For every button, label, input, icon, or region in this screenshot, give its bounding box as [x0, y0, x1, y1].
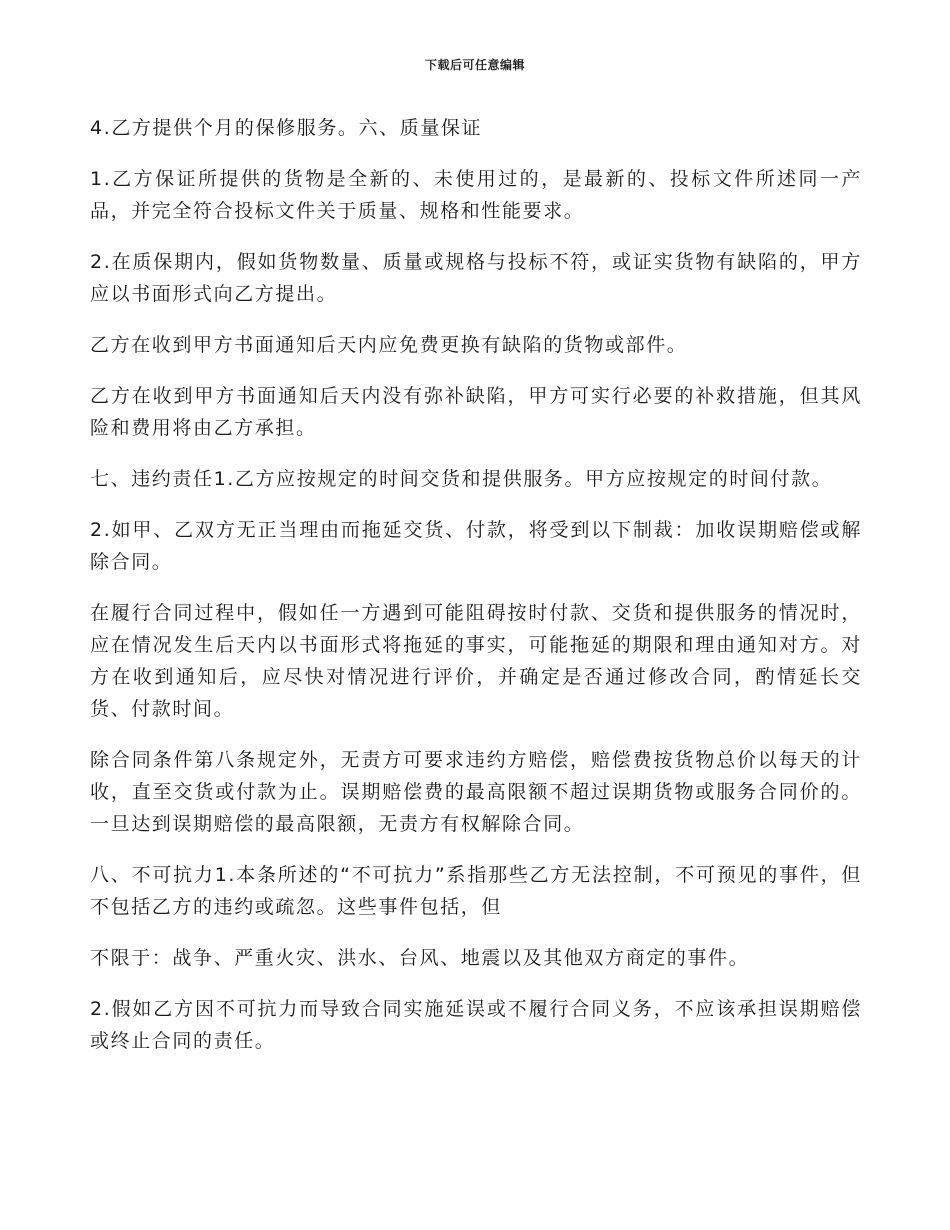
paragraph-breach-liability-1: 七、违约责任1.乙方应按规定的时间交货和提供服务。甲方应按规定的时间付款。	[90, 468, 833, 490]
page-header: 下载后可任意编辑	[424, 58, 525, 72]
paragraph-breach-liability-2: 2.如甲、乙双方无正当理由而拖延交货、付款，将受到以下制裁：加收误期赔偿或解除合同。	[90, 519, 862, 573]
paragraph-force-majeure-2: 2.假如乙方因不可抗力而导致合同实施延误或不履行合同义务，不应该承担误期赔偿或终止合同的责任。	[90, 998, 862, 1052]
paragraph-warranty-service: 4.乙方提供个月的保修服务。六、质量保证	[90, 117, 483, 139]
paragraph-quality-guarantee-1: 1.乙方保证所提供的货物是全新的、未使用过的，是最新的、投标文件所述同一产品，并完全符合投标文件关于质量、规格和性能要求。	[90, 168, 862, 222]
paragraph-remedy-measures: 乙方在收到甲方书面通知后天内没有弥补缺陷，甲方可实行必要的补救措施，但其风险和费用将由乙方承担。	[90, 385, 862, 439]
paragraph-free-replacement: 乙方在收到甲方书面通知后天内应免费更换有缺陷的货物或部件。	[90, 334, 688, 356]
paragraph-force-majeure-1: 八、不可抗力1.本条所述的“不可抗力”系指那些乙方无法控制，不可预见的事件，但不包括乙方的违约或疏忽。这些事件包括，但	[90, 864, 862, 918]
paragraph-quality-guarantee-2: 2.在质保期内，假如货物数量、质量或规格与投标不符，或证实货物有缺陷的，甲方应以书面形式向乙方提出。	[90, 251, 862, 305]
document-body	[90, 112, 862, 1076]
paragraph-force-majeure-events: 不限于：战争、严重火灾、洪水、台风、地震以及其他双方商定的事件。	[90, 947, 750, 969]
paragraph-delay-notice: 在履行合同过程中，假如任一方遇到可能阻碍按时付款、交货和提供服务的情况时，应在情况发生后天内以书面形式将拖延的事实，可能拖延的期限和理由通知对方。对方在收到通知后，应尽快对情况进行评价，并确定是否通过修改合同，酌情延长交货、付款时间。	[90, 602, 862, 720]
paragraph-compensation: 除合同条件第八条规定外，无责方可要求违约方赔偿，赔偿费按货物总价以每天的计收，直至交货或付款为止。误期赔偿费的最高限额不超过误期货物或服务合同价的。一旦达到误期赔偿的最高限额，无责方有权解除合同。	[90, 749, 862, 835]
